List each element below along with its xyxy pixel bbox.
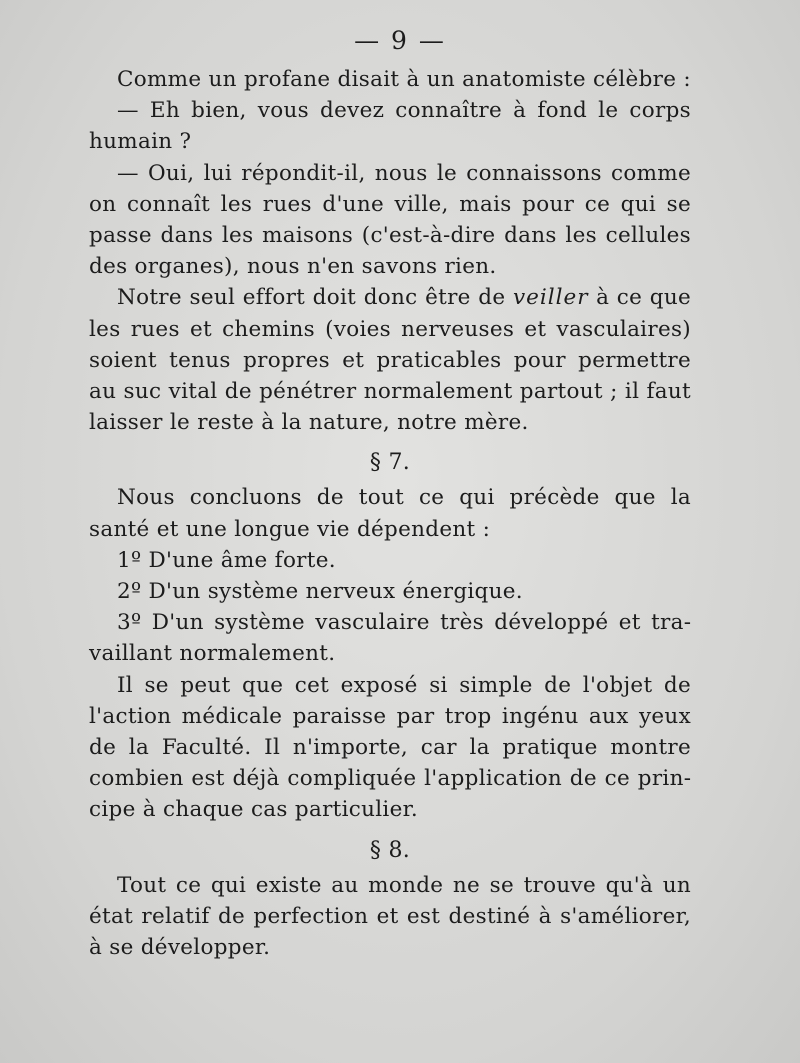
paragraph-effort [89, 282, 691, 438]
paragraph-conclusion: Nous concluons de tout ce qui précède que la santé et une longue vie dépendent : [89, 485, 691, 542]
conditions-list [89, 545, 691, 670]
paragraph-question: — Eh bien, vous devez connaître à fond le corps humain ? [89, 98, 691, 155]
effort-emphasis: veiller [512, 285, 589, 311]
paragraph-answer: — Oui, lui répondit-il, nous le connaissons comme on connaît les rues d'une ville, mais pour ce qui se passe dans les maisons (c'est-à-dire dans les cellules des organes), nous n'en savons rien. [89, 160, 691, 280]
list-item: 3º D'un système vasculaire très développé et travaillant normalement. [89, 610, 691, 667]
section-heading-7: § 7. [369, 450, 411, 476]
list-item: 2º D'un système nerveux énergique. [117, 579, 523, 605]
page-body [89, 64, 691, 963]
paragraph-faculty: Il se peut que cet exposé si simple de l'objet de l'action médicale paraisse par trop ingénu aux yeux de la Faculté. Il n'importe, car la pratique montre combien est déjà compliquée l'application de ce principe à chaque cas particulier. [89, 672, 691, 823]
paragraph-anatomist: Comme un profane disait à un anatomiste célèbre : [117, 67, 691, 92]
effort-text-after: à ce que les rues et chemins (voies nerveuses et vasculaires) soient tenus propres et praticables pour permettre au suc vital de pénétrer normalement partout ; il faut laisser le reste à la nature, notre mère. [89, 285, 691, 436]
page-number: — 9 — [354, 26, 446, 55]
effort-text-before: Notre seul effort doit donc être de [117, 285, 513, 311]
section-heading-8: § 8. [369, 837, 411, 863]
list-item: 1º D'une âme forte. [117, 547, 336, 573]
paragraph-perfection: Tout ce qui existe au monde ne se trouve qu'à un état relatif de perfection et est destiné à s'améliorer, à se développer. [89, 872, 691, 961]
